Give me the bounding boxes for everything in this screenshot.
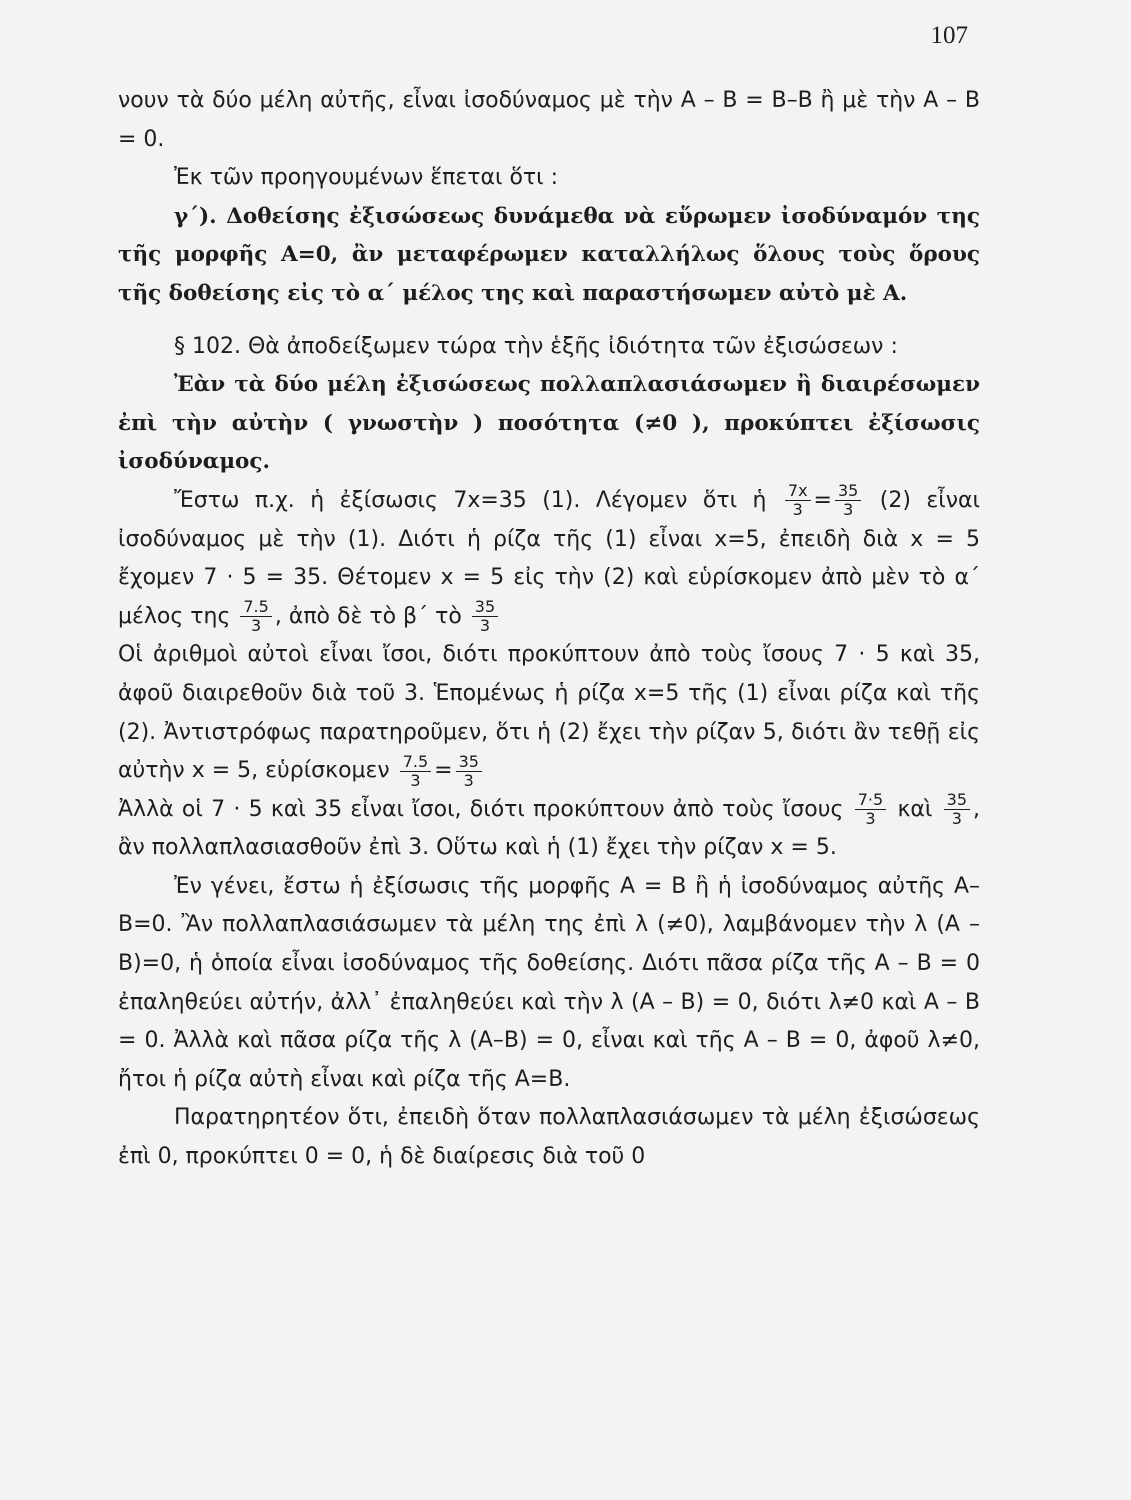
example-text-2: (2) εἶναι ἰσοδύναμος μὲ τὴν (1). Διότι ἡ ρίζα τῆς (1) εἶναι x=5, ἐπειδὴ διὰ x = 5 ἔχομεν 7 · 5 = 35. Θέτομεν x = 5 εἰς τὴν (2) καὶ εὑρίσκομεν ἀπὸ μὲν τὸ α΄ μέλος της [118, 487, 980, 629]
fraction: $\frac{7.5}{3}$ [240, 598, 271, 635]
fraction: $\frac{35}{3}$ [472, 598, 498, 635]
example-paragraph [118, 482, 980, 636]
page-body [118, 82, 980, 1177]
page-number: 107 [930, 22, 968, 49]
converse-text-3: , ἂν πολλαπλασιασθοῦν ἐπὶ 3. Οὕτω καὶ ἡ (1) ἔχει τὴν ρίζαν x = 5. [118, 796, 981, 861]
section-102: § 102. Θὰ ἀποδείξωμεν τώρα τὴν ἑξῆς ἰδιότητα τῶν ἐξισώσεων : [174, 333, 898, 359]
equality-paragraph [118, 636, 980, 790]
fraction: $\frac{35}{3}$ [835, 482, 861, 519]
converse-text-2: καὶ [897, 796, 933, 822]
equals-sign: = [813, 487, 832, 513]
fraction: $\frac{7x}{3}$ [785, 482, 811, 519]
equals-sign: = [434, 758, 453, 784]
fraction: $\frac{35}{3}$ [944, 791, 970, 828]
example-text-1: Ἔστω π.χ. ἡ ἐξίσωσις 7x=35 (1). Λέγομεν ὅτι ἡ [174, 487, 767, 513]
converse-paragraph [118, 791, 980, 868]
theorem-statement: Ἐὰν τὰ δύο μέλη ἐξισώσεως πολλαπλασιάσωμεν ἢ διαιρέσωμεν ἐπὶ τὴν αὐτὴν ( γνωστὴν ) ποσότητα (≠0 ), προκύπτει ἐξίσωσις ἰσοδύναμος. [118, 372, 980, 475]
fraction: $\frac{35}{3}$ [456, 753, 482, 790]
general-paragraph: Ἐν γένει, ἔστω ἡ ἐξίσωσις τῆς μορφῆς Α = Β ἢ ἡ ἰσοδύναμος αὐτῆς Α–Β=0. Ἂν πολλαπλασιάσωμεν τὰ μέλη της ἐπὶ λ (≠0), λαμβάνομεν τὴν λ (Α – Β)=0, ἡ ὁποία εἶναι ἰσοδύναμος τῆς δοθείσης. Διότι πᾶσα ρίζα τῆς Α – Β = 0 ἐπαληθεύει αὐτήν, ἀλλ᾽ ἐπαληθεύει καὶ τὴν λ (Α – Β) = 0, διότι λ≠0 καὶ Α – Β = 0. Ἀλλὰ καὶ πᾶσα ρίζα τῆς λ (Α–Β) = 0, εἶναι καὶ τῆς Α – Β = 0, ἀφοῦ λ≠0, ἤτοι ἡ ρίζα αὐτὴ εἶναι καὶ ρίζα τῆς Α=Β. [118, 873, 980, 1092]
converse-text-1: Ἀλλὰ οἱ 7 · 5 καὶ 35 εἶναι ἴσοι, διότι προκύπτουν ἀπὸ τοὺς ἴσους [118, 796, 844, 822]
remark-paragraph: Παρατηρητέον ὅτι, ἐπειδὴ ὅταν πολλαπλασιάσωμεν τὰ μέλη ἐξισώσεως ἐπὶ 0, προκύπτει 0 = 0, ἡ δὲ διαίρεσις διὰ τοῦ 0 [118, 1105, 980, 1170]
fraction: $\frac{7\cdot 5}{3}$ [855, 791, 886, 828]
equality-text: Οἱ ἀριθμοὶ αὐτοὶ εἶναι ἴσοι, διότι προκύπτουν ἀπὸ τοὺς ἴσους 7 · 5 καὶ 35, ἀφοῦ διαιρεθοῦν διὰ τοῦ 3. Ἑπομένως ἡ ρίζα x=5 τῆς (1) εἶναι ρίζα καὶ τῆς (2). Ἀντιστρόφως παρατηροῦμεν, ὅτι ἡ (2) ἔχει τὴν ρίζαν 5, διότι ἂν τεθῇ εἰς αὐτὴν x = 5, εὑρίσκομεν [118, 642, 980, 784]
paragraph-1: νουν τὰ δύο μέλη αὐτῆς, εἶναι ἰσοδύναμος μὲ τὴν Α – Β = Β–Β ἢ μὲ τὴν Α – Β = 0. [118, 88, 980, 152]
rule-gamma: γ΄). Δοθείσης ἐξισώσεως δυνάμεθα νὰ εὕρωμεν ἰσοδύναμόν της τῆς μορφῆς Α=0, ἂν μεταφέρωμεν καταλλήλως ὅλους τοὺς ὅρους τῆς δοθείσης εἰς τὸ α΄ μέλος της καὶ παραστήσωμεν αὐτὸ μὲ Α. [118, 203, 980, 306]
paragraph-2: Ἐκ τῶν προηγουμένων ἕπεται ὅτι : [174, 165, 559, 191]
example-text-3: , ἀπὸ δὲ τὸ β΄ τὸ [274, 603, 462, 629]
fraction: $\frac{7.5}{3}$ [400, 753, 431, 790]
